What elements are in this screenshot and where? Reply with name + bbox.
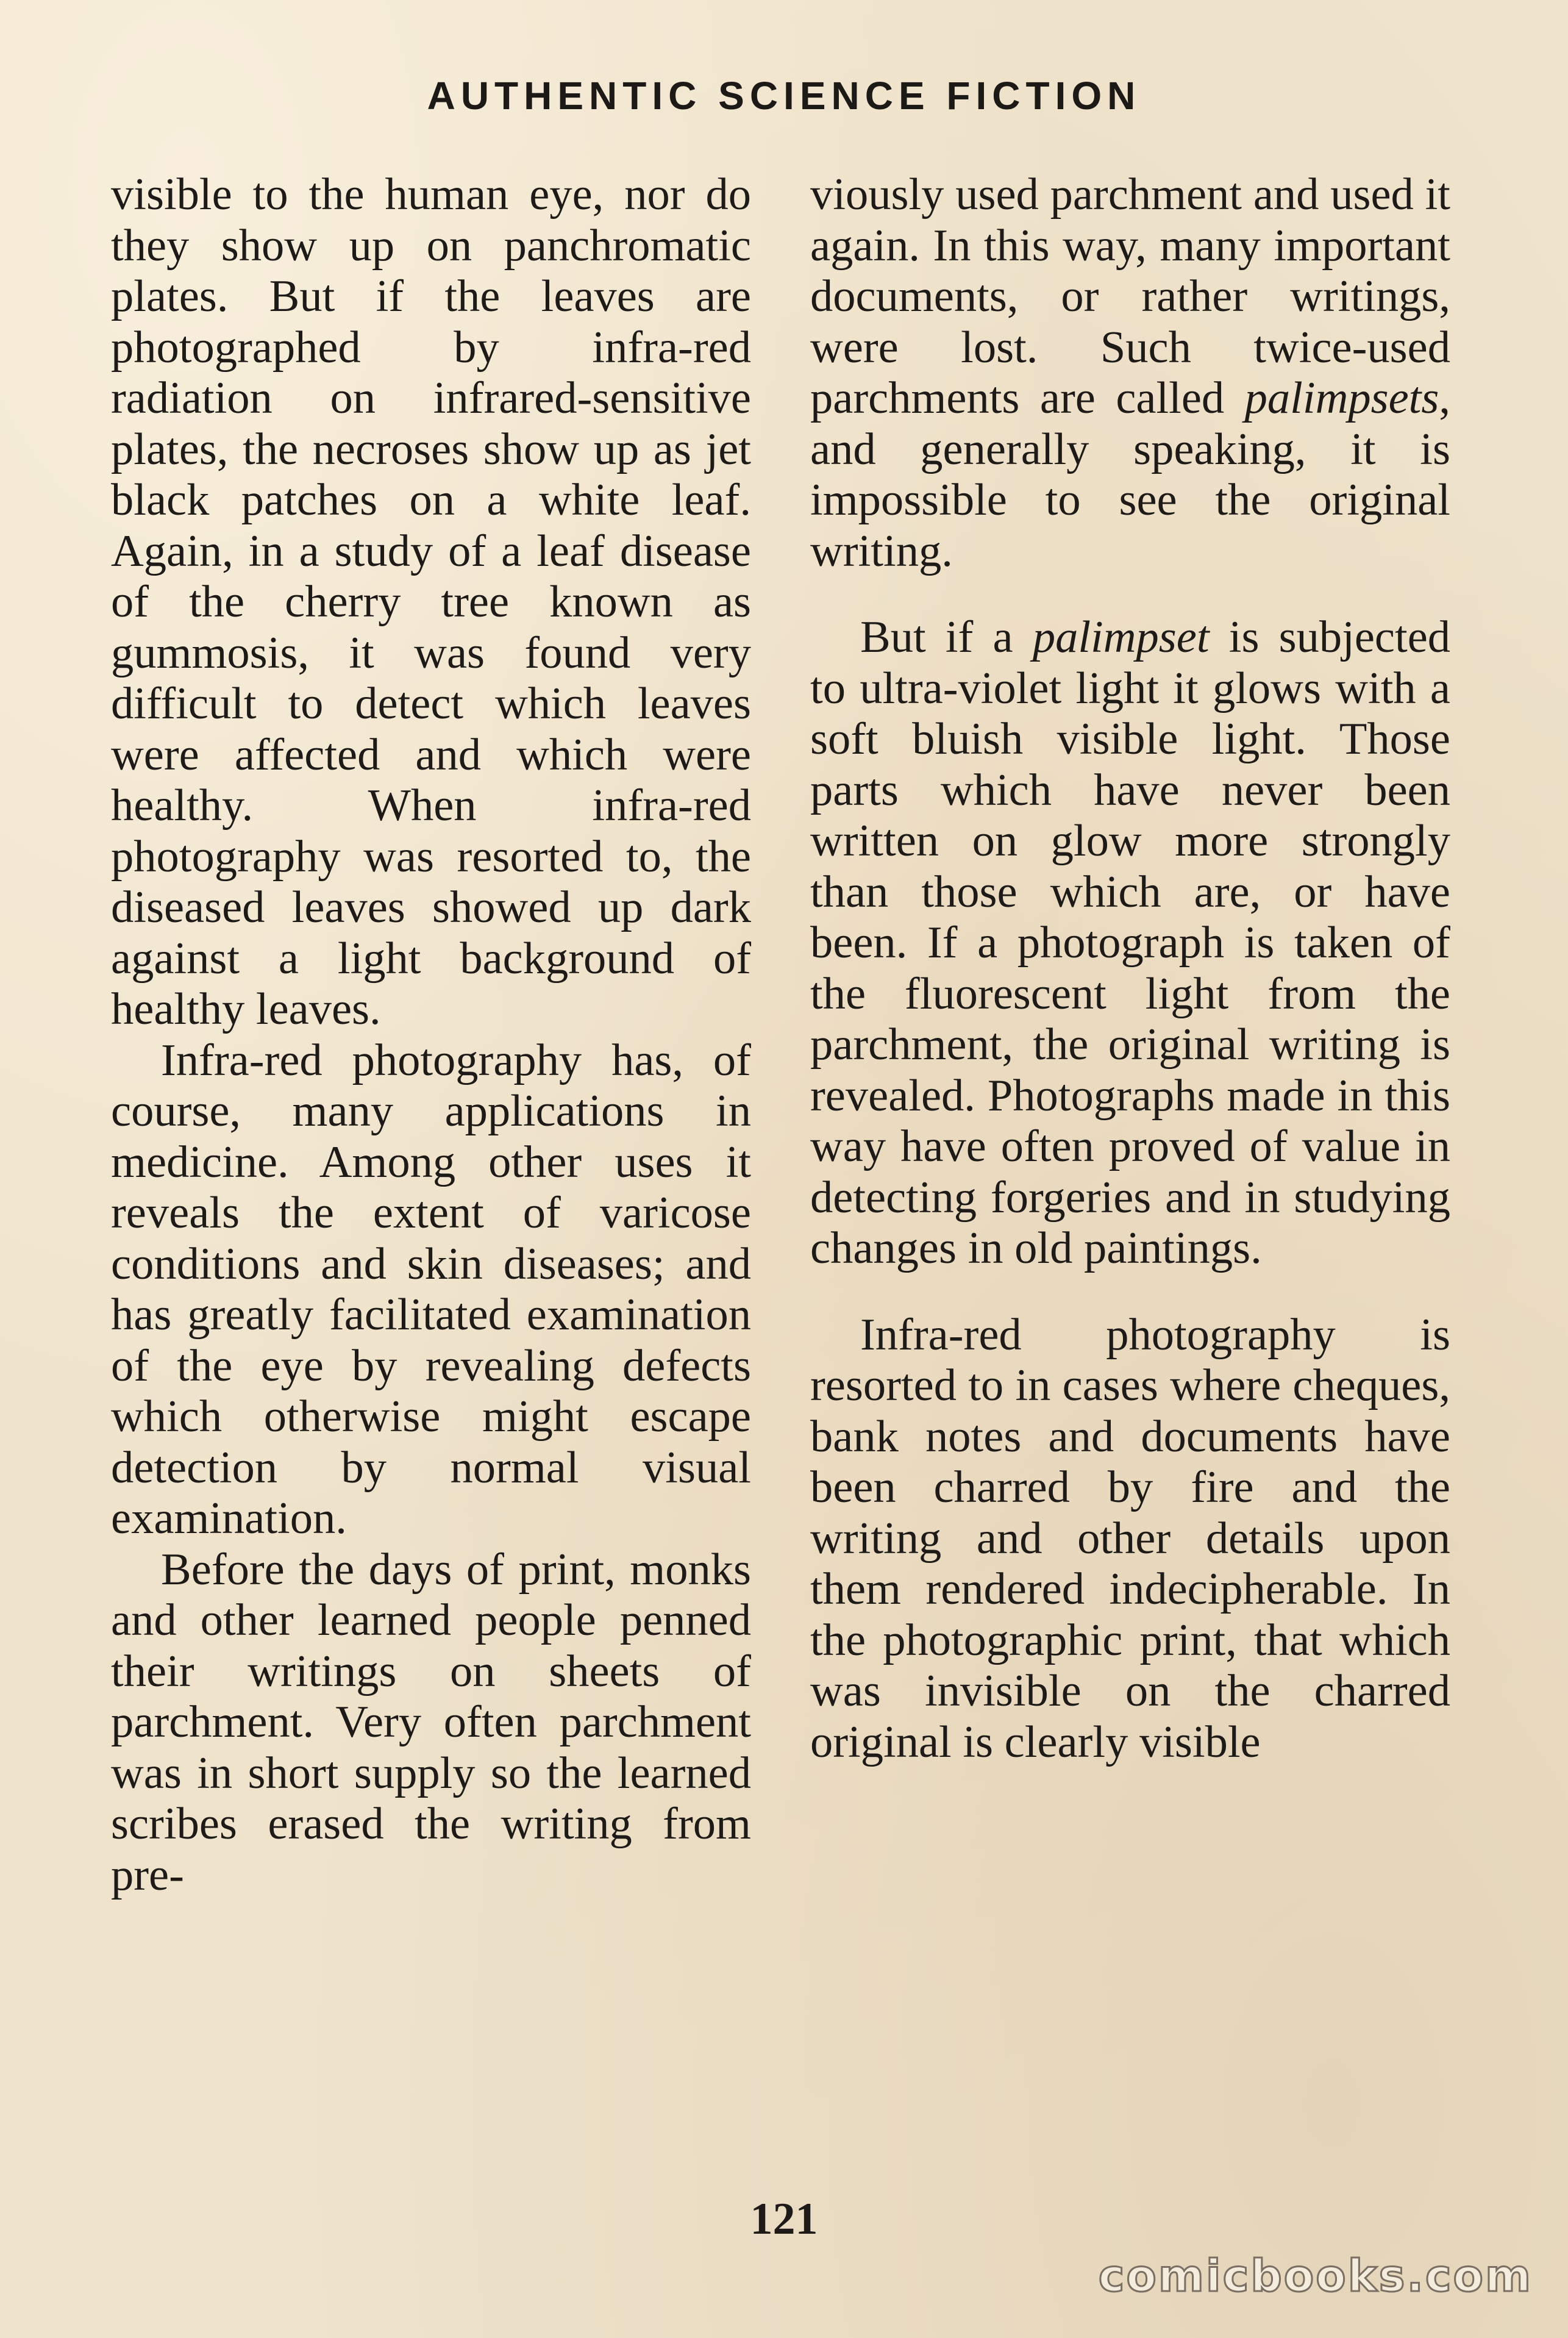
page-number: 121: [750, 2194, 818, 2244]
right-paragraph-1-text-b: , and generally speaking, it is impossible to see the original writing.: [810, 373, 1450, 576]
right-paragraph-1-text-a: viously used parchment and used it again. In this way, many important documents, or rather writings, were lost. Such twice-used parchments are called: [810, 170, 1450, 423]
palimpset-term: palimpset: [1032, 612, 1210, 662]
source-watermark: comicbooks.com: [1098, 2250, 1533, 2301]
right-paragraph-2: [810, 612, 1450, 1274]
right-paragraph-1: [810, 170, 1450, 577]
left-column: [111, 170, 751, 1901]
right-column: [810, 170, 1450, 1768]
left-paragraph-3: Before the days of print, monks and other learned people penned their writings on sheets of parchment. Very often parchment was in short supply so the learned scribes erased the writing from pre-: [111, 1544, 751, 1900]
left-paragraph-1: visible to the human eye, nor do they show up on panchromatic plates. But if the leaves are photographed by infra-red radiation on infrared-sensitive plates, the necroses show up as jet black patches on a white leaf. Again, in a study of a leaf disease of the cherry tree known as gummosis, it was found very difficult to detect which leaves were affected and which were healthy. When infra-red photography was resorted to, the diseased leaves showed up dark against a light background of healthy leaves.: [111, 170, 751, 1034]
right-paragraph-2-text-b: is subjected to ultra-violet light it glows with a soft bluish visible light. Those parts which have never been written on glow more strongly than those which are, or have been. If a photograph is taken of the fluorescent light from the parchment, the original writing is revealed. Photographs made in this way have often proved of value in detecting forgeries and in studying changes in old paintings.: [810, 612, 1451, 1273]
running-head: AUTHENTIC SCIENCE FICTION: [427, 74, 1141, 118]
palimpsets-term: palimpsets: [1244, 373, 1439, 423]
right-paragraph-2-text-a: But if a: [860, 612, 1033, 662]
right-paragraph-3: Infra-red photography is resorted to in cases where cheques, bank notes and documents have been charred by fire and the writing and other details upon them rendered indecipherable. In the photographic print, that which was invisible on the charred original is clearly visible: [810, 1309, 1450, 1767]
left-paragraph-2: Infra-red photography has, of course, many applications in medicine. Among other uses it reveals the extent of varicose conditions and skin diseases; and has greatly facilitated examination of the eye by revealing defects which otherwise might escape detection by normal visual examination.: [111, 1035, 751, 1543]
